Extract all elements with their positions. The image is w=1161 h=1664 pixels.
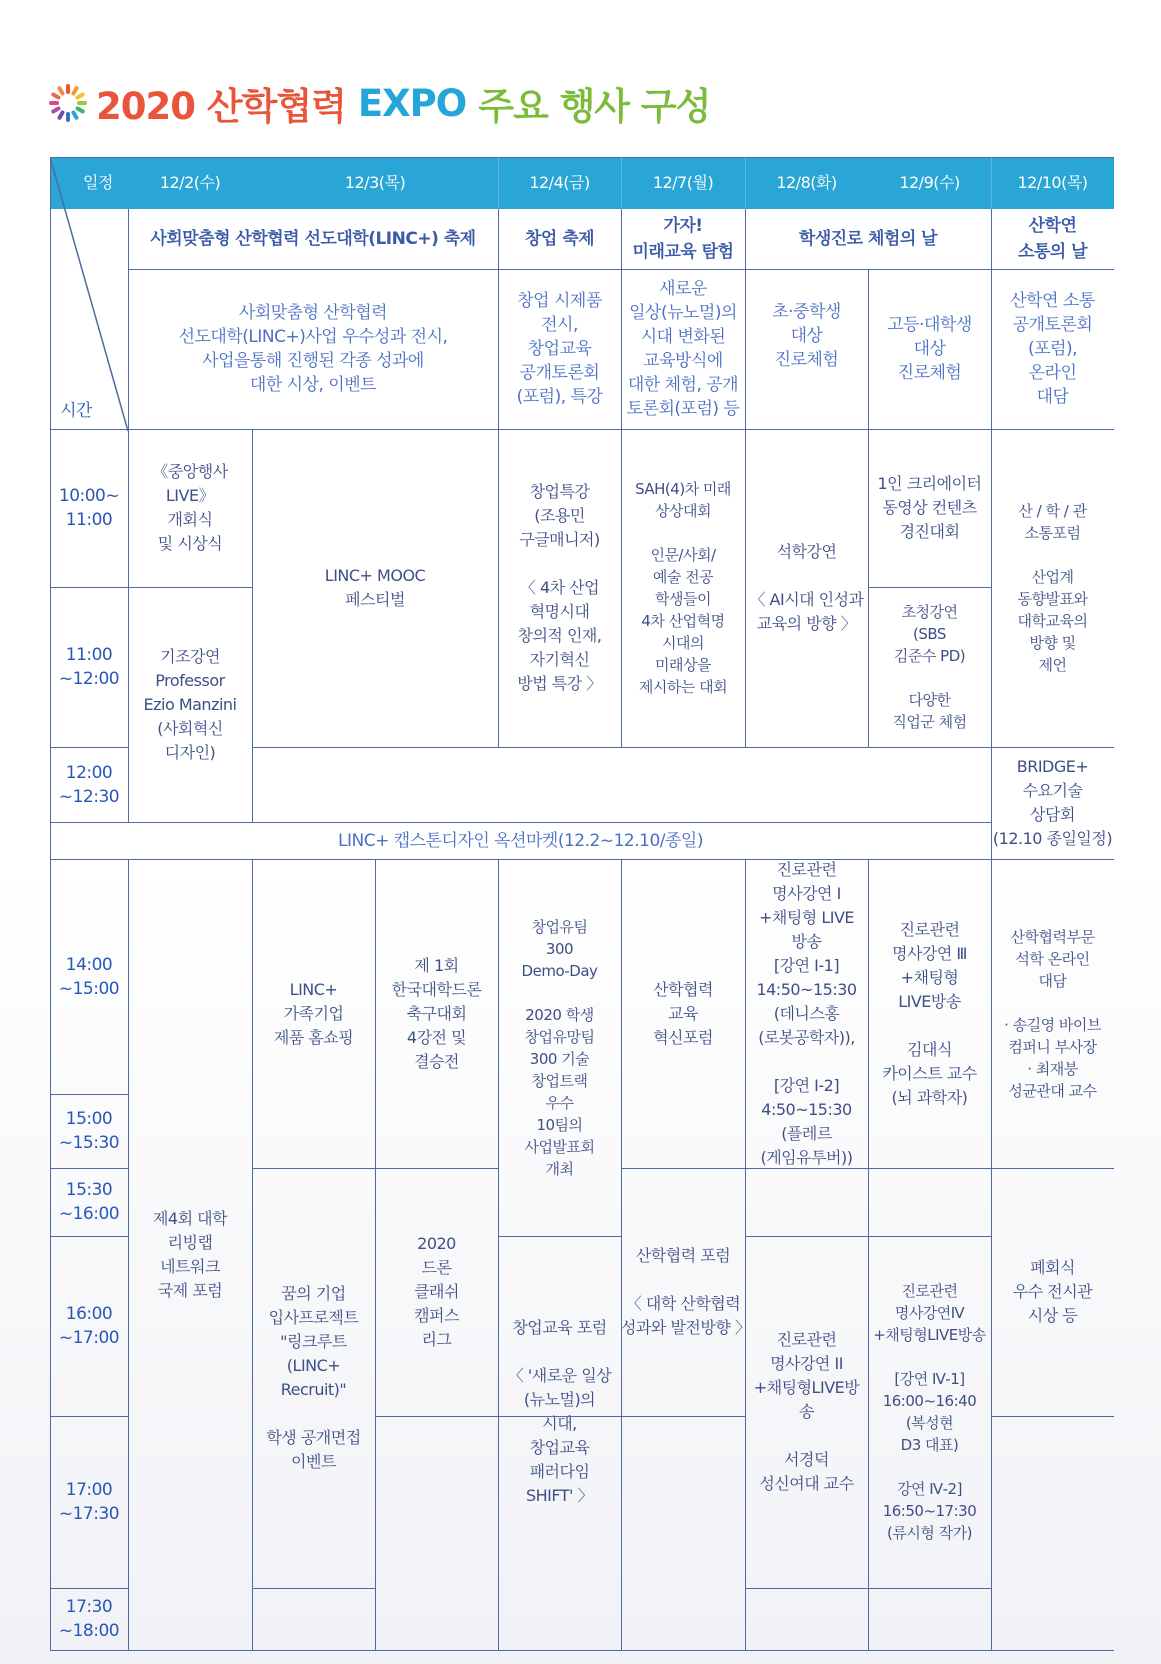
grid-line bbox=[128, 859, 129, 1650]
cell-career-lecture-2: 진로관련 명사강연 II +채팅형LIVE방 송 서경덕 성신여대 교수 bbox=[753, 1330, 860, 1493]
cell-recruit: 꿈의 기업 입사프로젝트 "링크루트 (LINC+ Recruit)" 학생 공개면접 이벤트 bbox=[266, 1284, 361, 1471]
grid-line bbox=[50, 1650, 1114, 1651]
grid-line bbox=[745, 429, 1114, 430]
cell-online-talk: 산학협력부문 석학 온라인 대담 · 송길영 바이브 컴퍼니 부사장 · 최재붕 성균관대 교수 bbox=[1004, 927, 1101, 1100]
time-1100: 11:00 ~12:00 bbox=[58, 645, 120, 689]
grid-line bbox=[50, 1416, 128, 1417]
grid-line bbox=[991, 1416, 1114, 1417]
cell-startup-forum: 창업교육 포럼 〈 '새로운 일상 (뉴노멀)의 시대, 창업교육 패러다임 SHIFT' 〉 bbox=[507, 1318, 612, 1505]
cell-communication-forum: 산 / 학 / 관 소통포럼 산업계 동향발표와 대학교육의 방향 및 제언 bbox=[1017, 502, 1088, 674]
grid-line bbox=[50, 747, 128, 748]
grid-line bbox=[375, 859, 376, 1650]
time-1200: 12:00 ~12:30 bbox=[58, 762, 120, 807]
event-startup-festival: 창업 축제 bbox=[524, 229, 595, 249]
grid-line bbox=[498, 859, 499, 1650]
grid-line bbox=[50, 1094, 128, 1095]
expo-logo-icon bbox=[48, 83, 88, 123]
grid-line bbox=[50, 859, 1114, 860]
time-1700: 17:00 ~17:30 bbox=[58, 1480, 120, 1524]
cell-creator-contest: 1인 크리에이터 동영상 컨텐츠 경진대회 bbox=[877, 474, 982, 541]
date-1210: 12/10(목) bbox=[1017, 173, 1088, 192]
time-1600: 16:00 ~17:00 bbox=[58, 1304, 120, 1348]
corner-bottom-label: 시간 bbox=[60, 401, 92, 421]
cell-opening-ceremony: 《중앙행사 LIVE》 개회식 및 시상식 bbox=[152, 462, 228, 553]
cell-closing-ceremony: 폐회식 우수 전시관 시상 등 bbox=[1012, 1258, 1093, 1325]
grid-line bbox=[50, 429, 745, 430]
cell-living-lab-forum: 제4회 대학 리빙랩 네트워크 국제 포럼 bbox=[152, 1208, 228, 1300]
cell-career-lecture-3: 진로관련 명사강연 Ⅲ +채팅형 LIVE방송 김대식 카이스트 교수 (뇌 과학자) bbox=[882, 919, 977, 1107]
date-1209: 12/9(수) bbox=[899, 173, 960, 192]
grid-line bbox=[252, 747, 1114, 748]
grid-line bbox=[128, 209, 129, 822]
grid-line bbox=[868, 269, 869, 747]
grid-line bbox=[621, 859, 622, 1650]
grid-line bbox=[50, 1236, 128, 1237]
event-career-day: 학생진로 체험의 날 bbox=[798, 229, 938, 249]
cell-demo-day: 창업유팀 300 Demo-Day 2020 학생 창업유망팀 300 기술 창업트랙 우수 10팀의 사업발표회 개최 bbox=[521, 917, 598, 1178]
time-1400: 14:00 ~15:00 bbox=[58, 954, 120, 999]
grid-line bbox=[50, 1168, 128, 1169]
grid-line bbox=[50, 1588, 128, 1589]
cell-capstone-auction: LINC+ 캡스톤디자인 옥션마켓(12.2~12.10/종일) bbox=[338, 830, 703, 851]
header-divider bbox=[991, 157, 992, 209]
date-1208: 12/8(화) bbox=[776, 173, 837, 192]
cell-family-company: LINC+ 가족기업 제품 홈쇼핑 bbox=[273, 979, 354, 1047]
desc-communication: 산학연 소통 공개토론회 (포럼), 온라인 대담 bbox=[1010, 291, 1095, 407]
cell-bridge: BRIDGE+ 수요기술 상담회 (12.10 종일일정) bbox=[992, 757, 1113, 848]
grid-line bbox=[50, 157, 51, 1650]
desc-highschool: 고등·대학생 대상 진로체험 bbox=[887, 315, 972, 383]
grid-line bbox=[50, 157, 1114, 158]
grid-line bbox=[868, 587, 991, 588]
time-1500: 15:00 ~15:30 bbox=[58, 1109, 120, 1153]
cell-drone-clash: 2020 드론 클래쉬 캠퍼스 리그 bbox=[414, 1234, 459, 1349]
grid-line bbox=[252, 1588, 375, 1589]
title-expo: EXPO bbox=[357, 81, 467, 125]
grid-line bbox=[498, 209, 499, 747]
time-1000: 10:00~ 11:00 bbox=[58, 486, 120, 530]
title-main: 2020 산학협력 bbox=[96, 85, 346, 128]
cell-scholar-lecture: 석학강연 〈 AI시대 인성과 교육의 방향 〉 bbox=[749, 542, 864, 633]
grid-line bbox=[745, 209, 746, 747]
grid-line bbox=[621, 209, 622, 747]
corner-top-label: 일정 bbox=[83, 173, 113, 192]
cell-education-forum: 산학협력 교육 혁신포럼 bbox=[653, 979, 713, 1047]
cell-drone-soccer: 제 1회 한국대학드론 축구대회 4강전 및 결승전 bbox=[391, 955, 482, 1071]
event-linc-festival: 사회맞춤형 산학협력 선도대학(LINC+) 축제 bbox=[150, 229, 476, 249]
time-1730: 17:30 ~18:00 bbox=[58, 1597, 120, 1641]
date-1204: 12/4(금) bbox=[529, 173, 590, 192]
cell-invited-lecture: 초청강연 (SBS 김준수 PD) 다양한 직업군 체험 bbox=[892, 603, 967, 731]
desc-startup: 창업 시제품 전시, 창업교육 공개토론회 (포럼), 특강 bbox=[516, 291, 603, 407]
date-1207: 12/7(월) bbox=[652, 173, 714, 192]
cell-career-lecture-1: 진로관련 명사강연 I +채팅형 LIVE 방송 [강연 Ⅰ-1] 14:50~15:30 (데니스홍 (로봇공학자)), [강연 Ⅰ-2] 4:50~15:30 (플레르 (게임유투버)) bbox=[756, 859, 857, 1167]
grid-line bbox=[745, 859, 746, 1650]
date-1203: 12/3(목) bbox=[344, 173, 406, 192]
page-title bbox=[48, 78, 710, 128]
desc-elementary: 초·중학생 대상 진로체험 bbox=[772, 302, 841, 370]
grid-line bbox=[252, 429, 253, 822]
grid-line bbox=[50, 822, 991, 823]
date-1202: 12/2(수) bbox=[159, 173, 221, 192]
cell-startup-lecture: 창업특강 (조용민 구글매니저) 〈 4차 산업 혁명시대 창의적 인재, 자기혁신 방법 특강 〉 bbox=[517, 482, 602, 693]
desc-future: 새로운 일상(뉴노멀)의 시대 변화된 교육방식에 대한 체험, 공개 토론회(포럼) 등 bbox=[626, 279, 740, 419]
grid-line bbox=[252, 859, 253, 1650]
grid-line bbox=[868, 859, 869, 1650]
grid-line bbox=[375, 1416, 745, 1417]
header-divider bbox=[498, 157, 499, 209]
cell-keynote: 기조강연 Professor Ezio Manzini (사회혁신 디자인) bbox=[143, 646, 237, 762]
cell-industry-forum: 산학협력 포럼 〈 대학 산학협력 성과와 발전방향 〉 bbox=[621, 1246, 751, 1337]
corner-diagonal bbox=[50, 157, 128, 431]
cell-sah-contest: SAH(4)차 미래 상상대회 인문/사회/ 예술 전공 학생들이 4차 산업혁명 시대의 미래상을 제시하는 대회 bbox=[635, 480, 731, 696]
title-sub: 주요 행사 구성 bbox=[478, 85, 711, 128]
grid-line bbox=[50, 587, 252, 588]
cell-linc-mooc: LINC+ MOOC 페스티벌 bbox=[324, 566, 426, 609]
event-future-education: 가자! 미래교육 탐험 bbox=[632, 216, 734, 262]
grid-line bbox=[498, 1236, 621, 1237]
grid-line bbox=[991, 209, 992, 1650]
header-divider bbox=[621, 157, 622, 209]
header-divider bbox=[745, 157, 746, 209]
desc-linc: 사회맞춤형 산학협력 선도대학(LINC+)사업 우수성과 전시, 사업을통해 진행된 각종 성과에 대한 시상, 이벤트 bbox=[178, 303, 448, 395]
event-communication-day: 산학연 소통의 날 bbox=[1017, 216, 1088, 262]
cell-career-lecture-4: 진로관련 명사강연Ⅳ +채팅형LIVE방송 [강연 Ⅳ-1] 16:00~16:40 (복성현 D3 대표) 강연 Ⅳ-2] 16:50~17:30 (류시형 작가) bbox=[873, 1282, 986, 1542]
time-1530: 15:30 ~16:00 bbox=[58, 1180, 120, 1224]
